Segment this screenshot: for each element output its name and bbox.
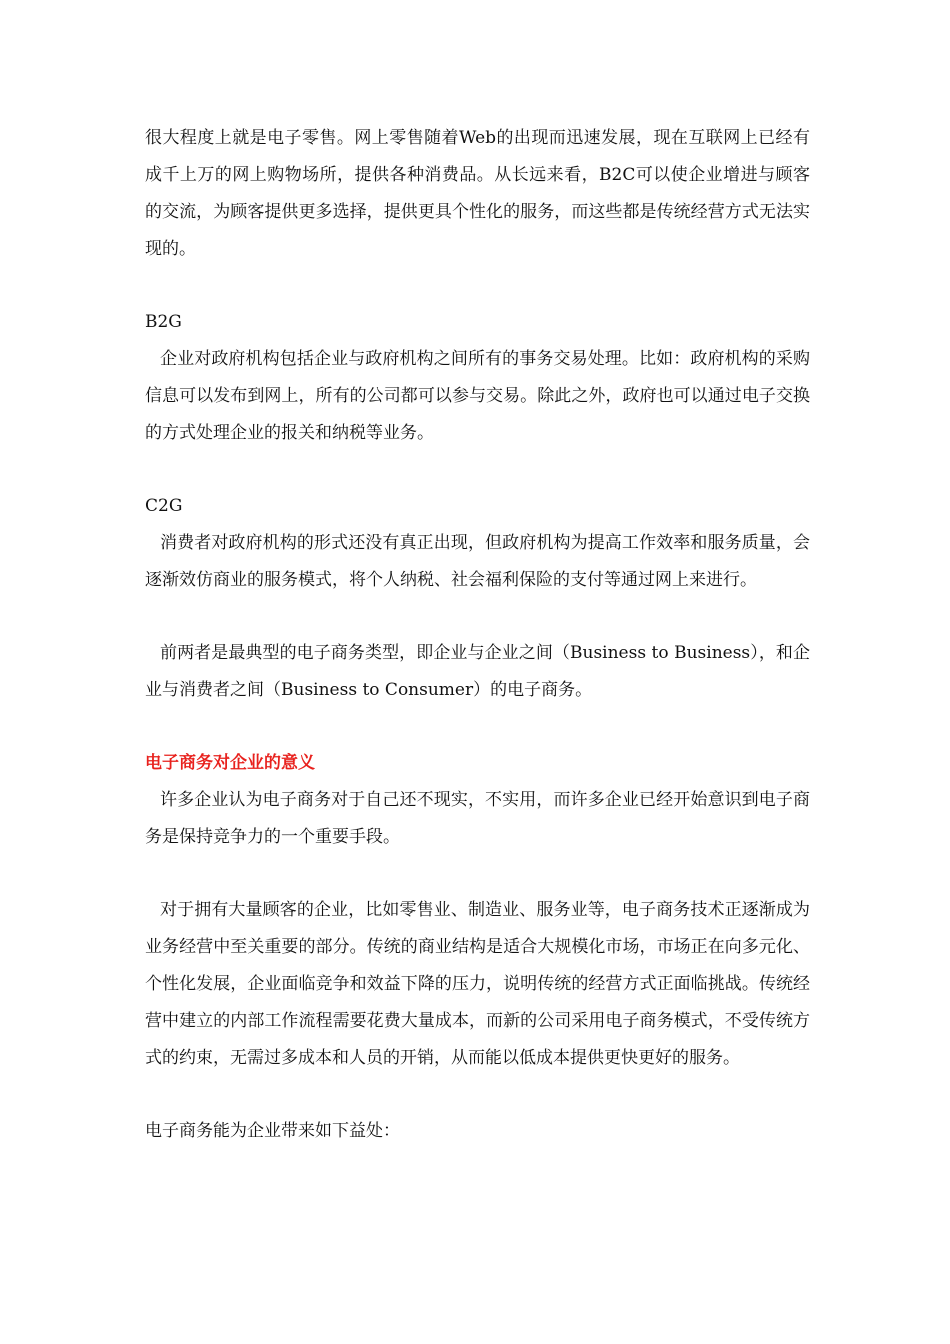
paragraph-summary: 前两者是最典型的电子商务类型，即企业与企业之间（Business to Business），和企业与消费者之间（Business to Consumer）的电子商务。 — [145, 643, 810, 700]
paragraph-gap — [145, 268, 810, 304]
paragraph-gap — [145, 856, 810, 892]
c2g-label: C2G — [145, 496, 183, 516]
paragraph-gap — [145, 599, 810, 635]
paragraph-gap — [145, 452, 810, 488]
paragraph-gap — [145, 709, 810, 745]
paragraph-significance-1: 许多企业认为电子商务对于自己还不现实，不实用，而许多企业已经开始意识到电子商务是保持竞争力的一个重要手段。 — [145, 790, 810, 847]
paragraph-b2g: 企业对政府机构包括企业与政府机构之间所有的事务交易处理。比如：政府机构的采购信息可以发布到网上，所有的公司都可以参与交易。除此之外，政府也可以通过电子交换的方式处理企业的报关和纳税等业务。 — [145, 349, 810, 443]
b2g-label: B2G — [145, 312, 182, 332]
paragraph-c2g: 消费者对政府机构的形式还没有真正出现，但政府机构为提高工作效率和服务质量，会逐渐效仿商业的服务模式，将个人纳税、社会福利保险的支付等通过网上来进行。 — [145, 533, 810, 590]
paragraph-benefits-intro: 电子商务能为企业带来如下益处： — [145, 1121, 400, 1141]
paragraph-gap — [145, 1077, 810, 1113]
paragraph-b2c-continuation: 很大程度上就是电子零售。网上零售随着Web的出现而迅速发展，现在互联网上已经有成千上万的网上购物场所，提供各种消费品。从长远来看，B2C可以使企业增进与顾客的交流，为顾客提供更多选择，提供更具个性化的服务，而这些都是传统经营方式无法实现的。 — [145, 128, 810, 259]
section-heading: 电子商务对企业的意义 — [145, 753, 315, 773]
paragraph-significance-2: 对于拥有大量顾客的企业，比如零售业、制造业、服务业等，电子商务技术正逐渐成为业务经营中至关重要的部分。传统的商业结构是适合大规模化市场，市场正在向多元化、个性化发展，企业面临竞争和效益下降的压力，说明传统的经营方式正面临挑战。传统经营中建立的内部工作流程需要花费大量成本，而新的公司采用电子商务模式，不受传统方式的约束，无需过多成本和人员的开销，从而能以低成本提供更快更好的服务。 — [145, 900, 810, 1068]
document-page — [145, 120, 810, 1150]
